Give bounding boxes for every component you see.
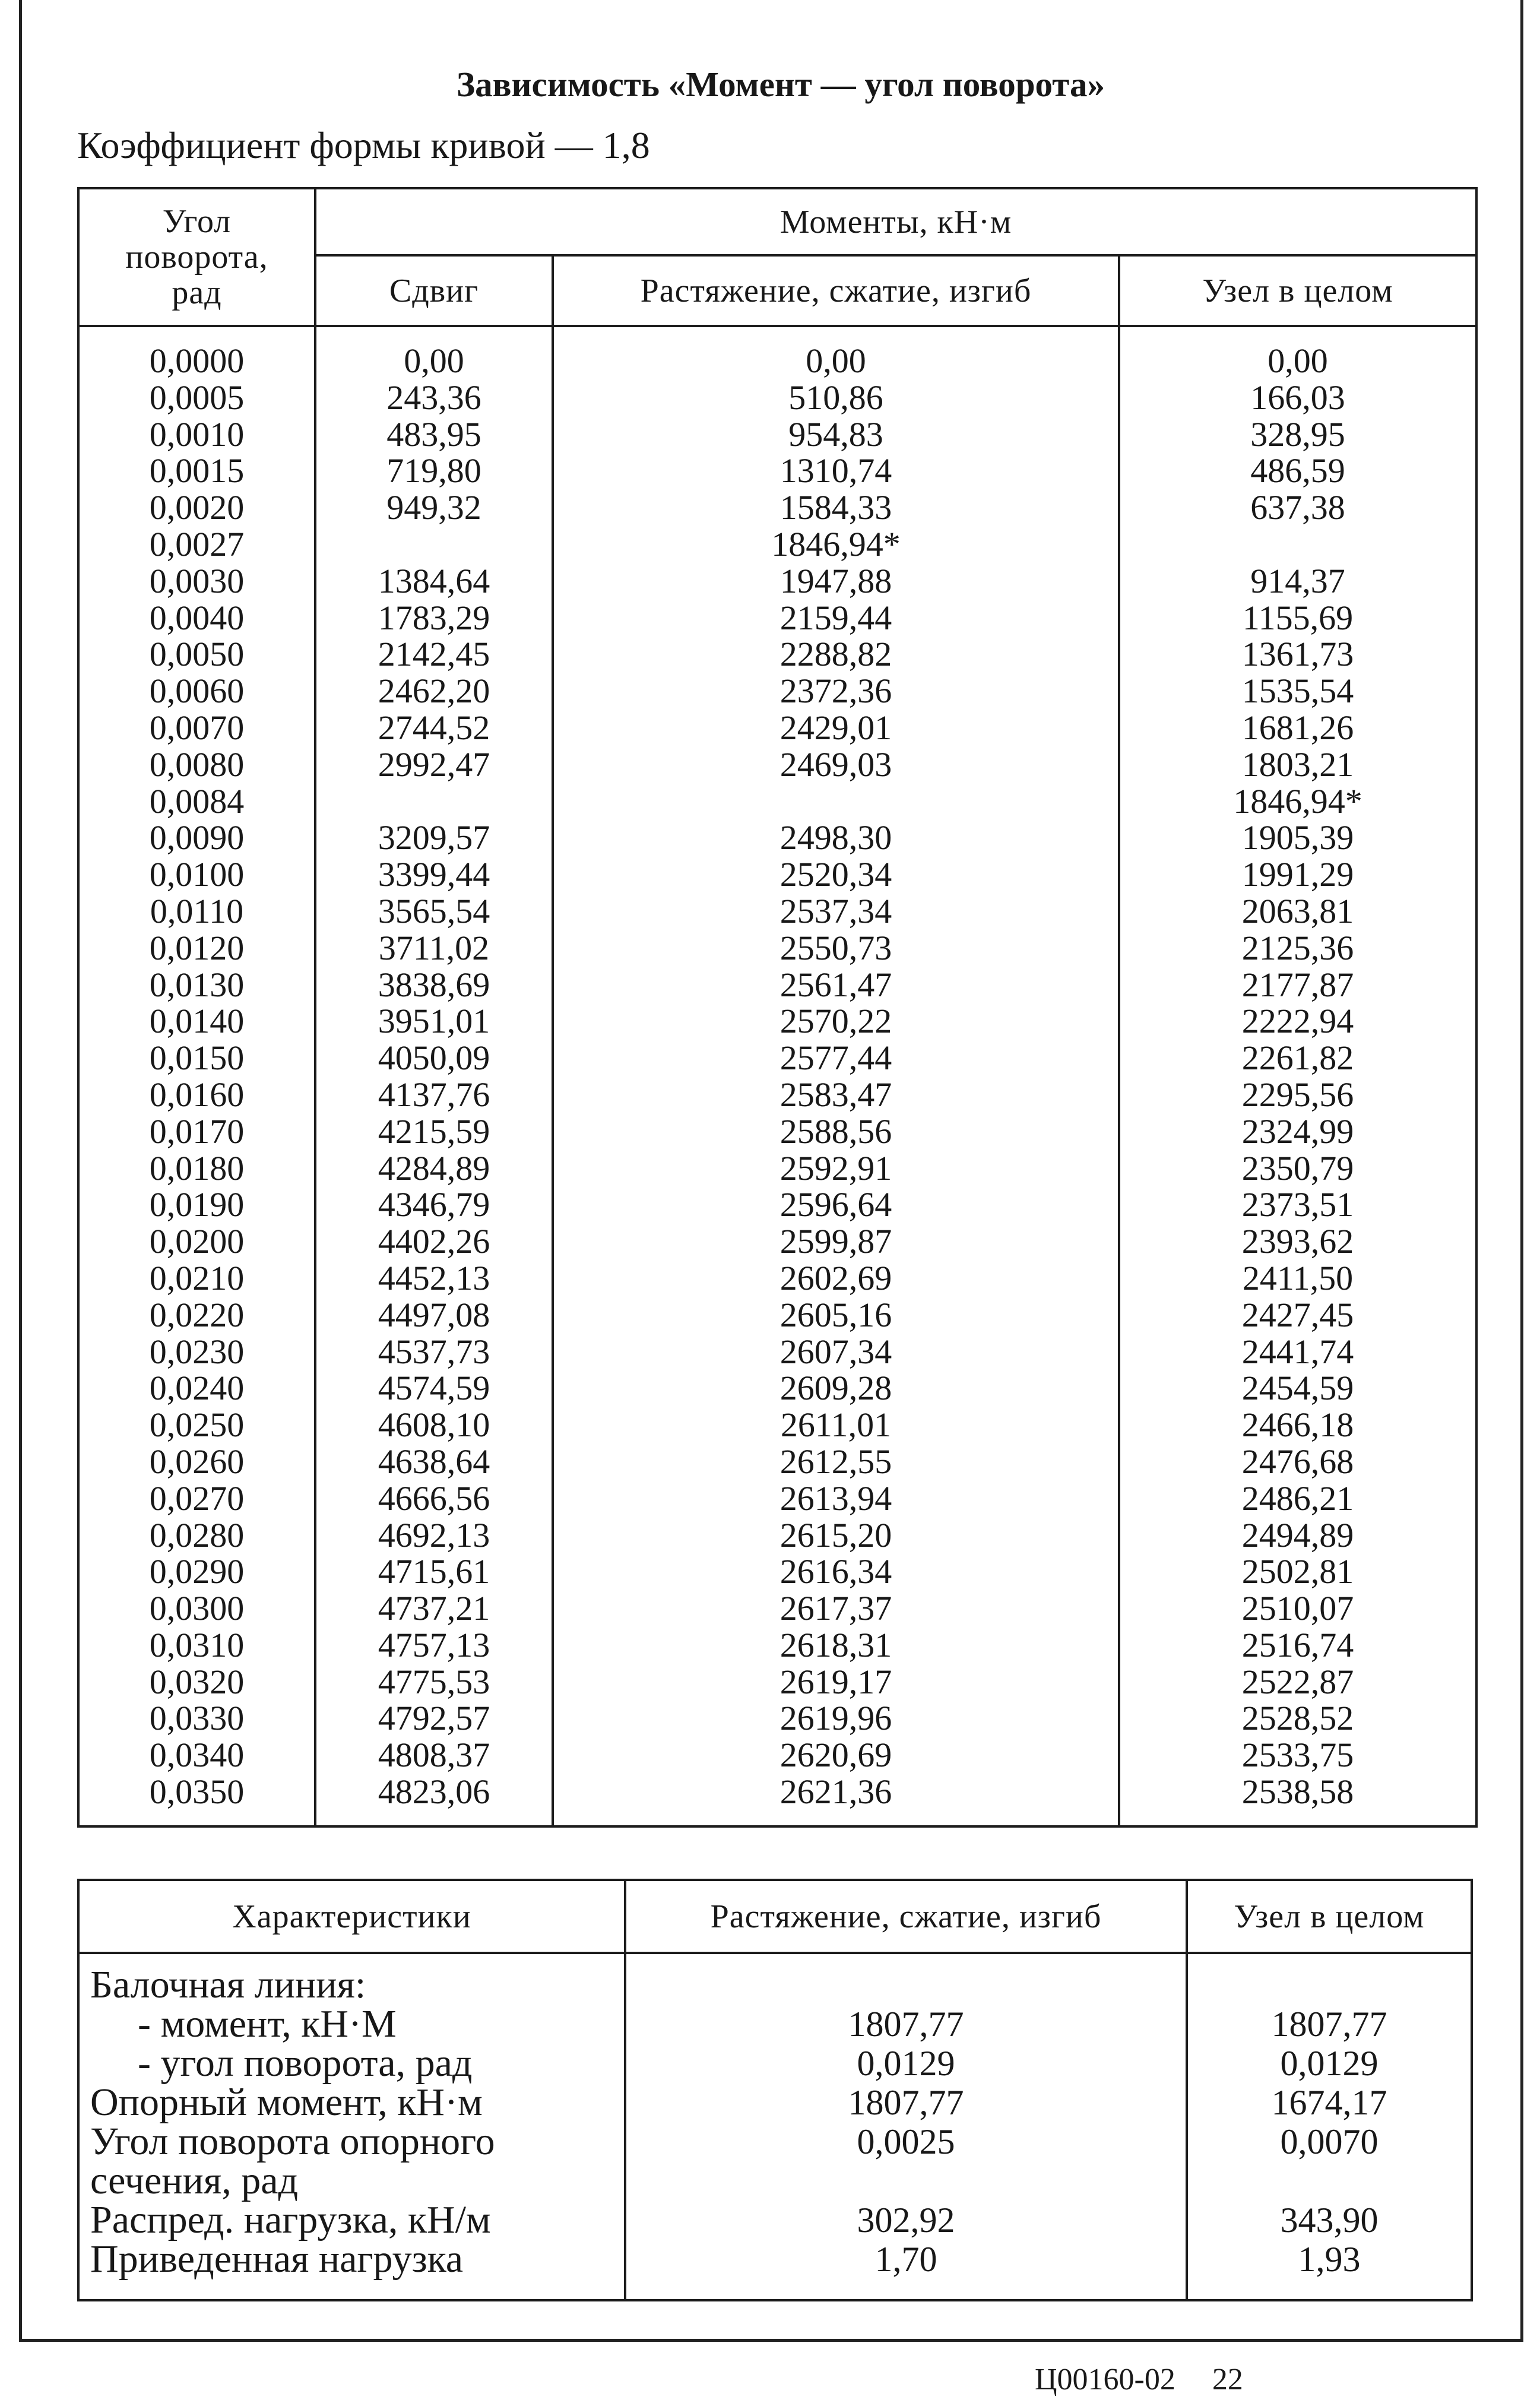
angle-cell: 0,0200 [78,1223,315,1260]
table-row [78,1150,1476,1187]
characteristic-label: Приведенная нагрузка [78,2240,625,2279]
shear-cell: 4808,37 [315,1737,553,1774]
tension-cell: 1846,94* [553,526,1119,563]
angle-cell: 0,0070 [78,710,315,746]
node-value: 1807,77 [1187,2005,1472,2044]
node-cell: 2222,94 [1119,1003,1476,1040]
table-row [78,967,1476,1003]
node-cell: 2393,62 [1119,1223,1476,1260]
characteristic-label: Угол поворота опорного [78,2122,625,2161]
node-column-header: Узел в целом [1119,255,1476,326]
node-cell: 637,38 [1119,489,1476,526]
shear-cell: 2992,47 [315,746,553,783]
angle-header-line: поворота, [125,239,268,276]
table-row [78,1260,1476,1297]
table-row [78,1553,1476,1590]
shear-cell: 4402,26 [315,1223,553,1260]
node-cell: 1155,69 [1119,600,1476,637]
angle-cell: 0,0240 [78,1370,315,1407]
node-value: 343,90 [1187,2201,1472,2240]
table-row [78,343,1476,379]
node-cell: 1803,21 [1119,746,1476,783]
shear-cell: 4792,57 [315,1700,553,1737]
moment-angle-table-header [78,188,1476,326]
spacer-cell [553,326,1119,343]
table-row [78,1077,1476,1113]
angle-cell: 0,0020 [78,489,315,526]
shear-cell: 3209,57 [315,819,553,856]
angle-cell: 0,0000 [78,343,315,379]
node-cell: 486,59 [1119,452,1476,489]
table-row [78,563,1476,600]
table-row [78,1517,1476,1554]
tension-cell: 2550,73 [553,930,1119,967]
tension-cell [553,783,1119,820]
angle-cell: 0,0100 [78,856,315,893]
spacer-cell [625,1953,1187,1965]
shear-cell: 3399,44 [315,856,553,893]
characteristic-label: Опорный момент, кН·м [78,2083,625,2122]
tension-cell: 2617,37 [553,1590,1119,1627]
shear-column-header: Сдвиг [315,255,553,326]
table-row [78,1334,1476,1370]
page-title: Зависимость «Момент — угол поворота» [457,65,1105,104]
tension-cell: 954,83 [553,416,1119,453]
spacer-cell [1119,1810,1476,1826]
tension-cell: 2561,47 [553,967,1119,1003]
table-row [78,2240,1472,2279]
node-cell: 2516,74 [1119,1627,1476,1664]
tension-cell: 2592,91 [553,1150,1119,1187]
tension-cell: 1947,88 [553,563,1119,600]
tension-value: 0,0129 [625,2044,1187,2083]
angle-cell: 0,0170 [78,1113,315,1150]
angle-cell: 0,0110 [78,893,315,930]
tension-value: 0,0025 [625,2122,1187,2161]
shear-cell: 3951,01 [315,1003,553,1040]
shear-cell: 4346,79 [315,1186,553,1223]
tension-cell: 2429,01 [553,710,1119,746]
angle-cell: 0,0060 [78,673,315,710]
node-cell: 1681,26 [1119,710,1476,746]
table-row [78,856,1476,893]
tension-column-header: Растяжение, сжатие, изгиб [625,1880,1187,1953]
node-value [1187,1965,1472,2005]
shear-cell: 4775,53 [315,1664,553,1701]
node-cell: 2486,21 [1119,1480,1476,1517]
tension-cell: 2537,34 [553,893,1119,930]
node-cell: 2373,51 [1119,1186,1476,1223]
moment-angle-table [77,187,1478,1828]
spacer-cell [315,326,553,343]
node-value [1187,2161,1472,2201]
node-cell: 2533,75 [1119,1737,1476,1774]
node-cell: 2476,68 [1119,1443,1476,1480]
node-column-header: Узел в целом [1187,1880,1472,1953]
shear-cell: 4692,13 [315,1517,553,1554]
page-footer [1035,2362,1243,2398]
angle-cell: 0,0130 [78,967,315,1003]
table-row [78,1737,1476,1774]
shear-cell [315,526,553,563]
node-cell: 2494,89 [1119,1517,1476,1554]
node-cell: 1535,54 [1119,673,1476,710]
table-row [78,452,1476,489]
node-cell: 2350,79 [1119,1150,1476,1187]
tension-cell: 2613,94 [553,1480,1119,1517]
characteristics-table-body [78,1953,1472,2300]
tension-cell: 2615,20 [553,1517,1119,1554]
node-cell: 2125,36 [1119,930,1476,967]
curve-shape-coefficient: Коэффициент формы кривой — 1,8 [77,124,650,166]
tension-cell: 2570,22 [553,1003,1119,1040]
angle-cell: 0,0027 [78,526,315,563]
table-spacer [78,1810,1476,1826]
shear-cell: 4608,10 [315,1407,553,1443]
shear-cell: 4638,64 [315,1443,553,1480]
shear-cell: 2462,20 [315,673,553,710]
spacer-cell [78,2279,625,2300]
shear-cell: 4497,08 [315,1297,553,1334]
tension-cell: 2520,34 [553,856,1119,893]
node-cell: 2510,07 [1119,1590,1476,1627]
angle-cell: 0,0220 [78,1297,315,1334]
moment-angle-table-body [78,326,1476,1826]
tension-column-header: Растяжение, сжатие, изгиб [553,255,1119,326]
angle-cell: 0,0040 [78,600,315,637]
table-row [78,2122,1472,2161]
angle-cell: 0,0310 [78,1627,315,1664]
angle-cell: 0,0250 [78,1407,315,1443]
tension-cell: 2618,31 [553,1627,1119,1664]
characteristic-label: - угол поворота, рад [78,2044,625,2083]
table-row [78,783,1476,820]
angle-cell: 0,0010 [78,416,315,453]
shear-cell: 4666,56 [315,1480,553,1517]
characteristics-table [77,1879,1473,2301]
table-spacer [78,2279,1472,2300]
shear-cell: 3838,69 [315,967,553,1003]
node-cell: 2261,82 [1119,1040,1476,1077]
node-cell: 2441,74 [1119,1334,1476,1370]
tension-value: 1807,77 [625,2083,1187,2122]
table-row [78,710,1476,746]
characteristic-column-header: Характеристики [78,1880,625,1953]
node-cell: 2454,59 [1119,1370,1476,1407]
table-row [78,893,1476,930]
node-cell: 1846,94* [1119,783,1476,820]
table-row [78,1664,1476,1701]
node-cell: 2466,18 [1119,1407,1476,1443]
tension-cell: 510,86 [553,379,1119,416]
shear-cell [315,783,553,820]
node-cell: 0,00 [1119,343,1476,379]
table-row [78,1297,1476,1334]
tension-cell: 2616,34 [553,1553,1119,1590]
table-row [78,1700,1476,1737]
shear-cell: 2142,45 [315,636,553,673]
shear-cell: 4215,59 [315,1113,553,1150]
angle-cell: 0,0230 [78,1334,315,1370]
tension-cell: 2612,55 [553,1443,1119,1480]
node-cell: 2295,56 [1119,1077,1476,1113]
shear-cell: 949,32 [315,489,553,526]
angle-cell: 0,0320 [78,1664,315,1701]
node-value: 1674,17 [1187,2083,1472,2122]
spacer-cell [315,1810,553,1826]
table-row [78,1370,1476,1407]
shear-cell: 483,95 [315,416,553,453]
node-cell: 2063,81 [1119,893,1476,930]
angle-cell: 0,0210 [78,1260,315,1297]
characteristic-label: Балочная линия: [78,1965,625,2005]
spacer-cell [78,326,315,343]
tension-cell: 2469,03 [553,746,1119,783]
angle-cell: 0,0150 [78,1040,315,1077]
angle-cell: 0,0270 [78,1480,315,1517]
node-cell: 2324,99 [1119,1113,1476,1150]
node-cell: 1905,39 [1119,819,1476,856]
tension-cell: 1584,33 [553,489,1119,526]
table-row [78,1003,1476,1040]
moments-group-header: Моменты, кН·м [315,188,1476,255]
node-cell: 2538,58 [1119,1774,1476,1810]
node-cell: 2427,45 [1119,1297,1476,1334]
tension-value: 302,92 [625,2201,1187,2240]
tension-cell: 2288,82 [553,636,1119,673]
shear-cell: 2744,52 [315,710,553,746]
shear-cell: 4574,59 [315,1370,553,1407]
node-value: 0,0129 [1187,2044,1472,2083]
characteristic-label: Распред. нагрузка, кН/м [78,2201,625,2240]
table-row [78,2005,1472,2044]
angle-cell: 0,0030 [78,563,315,600]
node-cell: 2502,81 [1119,1553,1476,1590]
table-row [78,930,1476,967]
tension-cell: 2619,17 [553,1664,1119,1701]
shear-cell: 4284,89 [315,1150,553,1187]
tension-cell: 2621,36 [553,1774,1119,1810]
table-row [78,636,1476,673]
table-row [78,1965,1472,2005]
angle-cell: 0,0015 [78,452,315,489]
angle-cell: 0,0190 [78,1186,315,1223]
shear-cell: 4757,13 [315,1627,553,1664]
table-row [78,526,1476,563]
table-row [78,2044,1472,2083]
angle-cell: 0,0290 [78,1553,315,1590]
tension-cell: 2583,47 [553,1077,1119,1113]
table-row [78,1627,1476,1664]
shear-cell: 4715,61 [315,1553,553,1590]
node-cell: 2528,52 [1119,1700,1476,1737]
characteristics-table-header [78,1880,1472,1953]
angle-cell: 0,0340 [78,1737,315,1774]
angle-cell: 0,0090 [78,819,315,856]
table-row [78,1040,1476,1077]
header-row [78,1880,1472,1953]
tension-cell: 2372,36 [553,673,1119,710]
node-cell: 166,03 [1119,379,1476,416]
shear-cell: 4537,73 [315,1334,553,1370]
node-cell: 2411,50 [1119,1260,1476,1297]
node-value: 1,93 [1187,2240,1472,2279]
tension-value [625,1965,1187,2005]
tension-cell: 1310,74 [553,452,1119,489]
shear-cell: 4137,76 [315,1077,553,1113]
shear-cell: 4452,13 [315,1260,553,1297]
table-row [78,1407,1476,1443]
tension-cell: 0,00 [553,343,1119,379]
node-value: 0,0070 [1187,2122,1472,2161]
shear-cell: 719,80 [315,452,553,489]
table-row [78,2161,1472,2201]
angle-cell: 0,0140 [78,1003,315,1040]
node-cell: 2522,87 [1119,1664,1476,1701]
angle-header-line: рад [172,274,222,311]
tension-cell: 2588,56 [553,1113,1119,1150]
tension-cell: 2620,69 [553,1737,1119,1774]
tension-value: 1,70 [625,2240,1187,2279]
header-row [78,188,1476,255]
tension-cell: 2159,44 [553,600,1119,637]
table-row [78,600,1476,637]
table-row [78,2083,1472,2122]
tension-cell: 2602,69 [553,1260,1119,1297]
shear-cell: 4823,06 [315,1774,553,1810]
table-spacer [78,326,1476,343]
table-row [78,489,1476,526]
angle-column-header [78,188,315,326]
characteristic-label: - момент, кН·М [78,2005,625,2044]
spacer-cell [1119,326,1476,343]
spacer-cell [553,1810,1119,1826]
angle-cell: 0,0160 [78,1077,315,1113]
table-row [78,2201,1472,2240]
table-row [78,416,1476,453]
spacer-cell [1187,2279,1472,2300]
shear-cell: 243,36 [315,379,553,416]
angle-cell: 0,0280 [78,1517,315,1554]
table-row [78,746,1476,783]
table-row [78,1443,1476,1480]
tension-cell: 2611,01 [553,1407,1119,1443]
document-code: Ц00160-02 [1035,2363,1175,2396]
shear-cell: 4737,21 [315,1590,553,1627]
angle-cell: 0,0050 [78,636,315,673]
shear-cell: 1384,64 [315,563,553,600]
characteristic-label: сечения, рад [78,2161,625,2201]
table-row [78,819,1476,856]
angle-header-line: Угол [162,203,232,240]
tension-cell: 2609,28 [553,1370,1119,1407]
table-row [78,1223,1476,1260]
angle-cell: 0,0260 [78,1443,315,1480]
tension-cell: 2577,44 [553,1040,1119,1077]
spacer-cell [78,1810,315,1826]
shear-cell: 4050,09 [315,1040,553,1077]
tension-cell: 2607,34 [553,1334,1119,1370]
shear-cell: 3711,02 [315,930,553,967]
table-row [78,1774,1476,1810]
angle-cell: 0,0330 [78,1700,315,1737]
angle-cell: 0,0350 [78,1774,315,1810]
table-row [78,673,1476,710]
tension-cell: 2605,16 [553,1297,1119,1334]
angle-cell: 0,0120 [78,930,315,967]
spacer-cell [1187,1953,1472,1965]
table-row [78,1186,1476,1223]
table-row [78,1590,1476,1627]
tension-cell: 2599,87 [553,1223,1119,1260]
table-row [78,379,1476,416]
shear-cell: 3565,54 [315,893,553,930]
angle-cell: 0,0300 [78,1590,315,1627]
spacer-cell [625,2279,1187,2300]
tension-value [625,2161,1187,2201]
node-cell: 1361,73 [1119,636,1476,673]
tension-cell: 2498,30 [553,819,1119,856]
node-cell [1119,526,1476,563]
angle-cell: 0,0005 [78,379,315,416]
tension-cell: 2619,96 [553,1700,1119,1737]
page-number: 22 [1212,2363,1243,2396]
shear-cell: 1783,29 [315,600,553,637]
tension-value: 1807,77 [625,2005,1187,2044]
node-cell: 914,37 [1119,563,1476,600]
tension-cell: 2596,64 [553,1186,1119,1223]
node-cell: 2177,87 [1119,967,1476,1003]
table-row [78,1113,1476,1150]
table-row [78,1480,1476,1517]
shear-cell: 0,00 [315,343,553,379]
node-cell: 328,95 [1119,416,1476,453]
angle-cell: 0,0080 [78,746,315,783]
angle-cell: 0,0180 [78,1150,315,1187]
node-cell: 1991,29 [1119,856,1476,893]
angle-cell: 0,0084 [78,783,315,820]
